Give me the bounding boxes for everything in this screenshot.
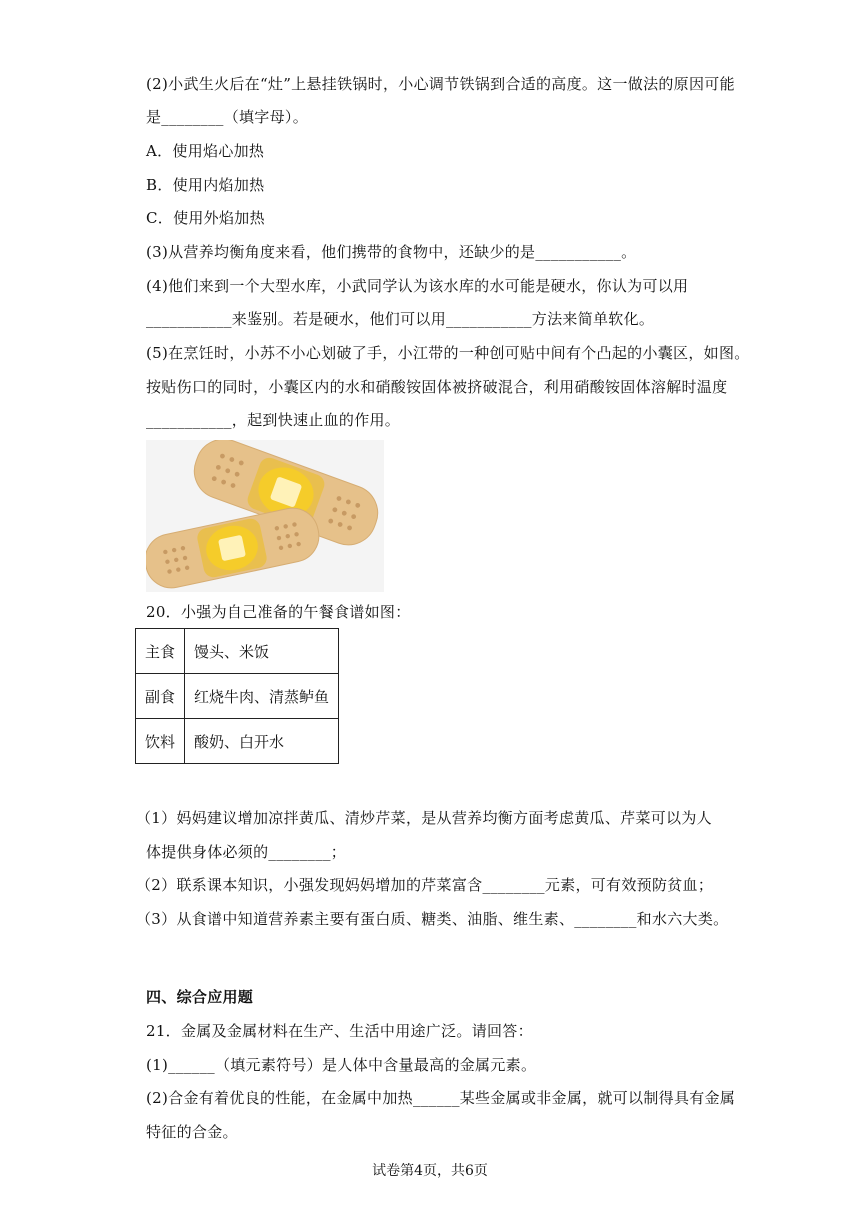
q19-part5-line2: 按贴伤口的同时，小囊区内的水和硝酸铵固体被挤破混合，利用硝酸铵固体溶解时温度 bbox=[146, 378, 728, 396]
band-aid-figure bbox=[146, 440, 384, 592]
table-cell: 主食 bbox=[136, 629, 185, 674]
q19-option-b: B．使用内焰加热 bbox=[146, 176, 265, 194]
q21-stem: 21．金属及金属材料在生产、生活中用途广泛。请回答： bbox=[146, 1022, 533, 1040]
table-row bbox=[136, 674, 339, 719]
table-cell: 酸奶、白开水 bbox=[185, 719, 339, 764]
q21-part2-line2: 特征的合金。 bbox=[146, 1123, 238, 1141]
q19-option-a: A．使用焰心加热 bbox=[146, 142, 265, 160]
q19-part3: (3)从营养均衡角度来看，他们携带的食物中，还缺少的是___________。 bbox=[146, 243, 637, 261]
q20-sub3: （3）从食谱中知道营养素主要有蛋白质、糖类、油脂、维生素、________和水六大类。 bbox=[136, 910, 729, 928]
section-title: 四、综合应用题 bbox=[146, 988, 254, 1006]
table-cell: 饮料 bbox=[136, 719, 185, 764]
table-cell: 馒头、米饭 bbox=[185, 629, 339, 674]
q19-part5-line3: ___________，起到快速止血的作用。 bbox=[146, 411, 401, 429]
q19-part2-line1: (2)小武生火后在“灶”上悬挂铁锅时，小心调节铁锅到合适的高度。这一做法的原因可能 bbox=[146, 75, 735, 93]
q19-part5-line1: (5)在烹饪时，小苏不小心划破了手，小江带的一种创可贴中间有个凸起的小囊区，如图。 bbox=[146, 344, 750, 362]
page-footer: 试卷第4页，共6页 bbox=[372, 1163, 488, 1179]
table-row bbox=[136, 719, 339, 764]
q20-sub2: （2）联系课本知识，小强发现妈妈增加的芹菜富含________元素，可有效预防贫血； bbox=[136, 876, 714, 894]
q20-stem: 20．小强为自己准备的午餐食谱如图： bbox=[146, 603, 411, 621]
band-aid-image bbox=[146, 440, 384, 592]
q19-part4-line2: ___________来鉴别。若是硬水，他们可以用___________方法来简单软化。 bbox=[146, 310, 655, 328]
q19-option-c: C．使用外焰加热 bbox=[146, 209, 265, 227]
q19-part4-line1: (4)他们来到一个大型水库，小武同学认为该水库的水可能是硬水，你认为可以用 bbox=[146, 277, 689, 295]
table-row bbox=[136, 629, 339, 674]
q20-sub1-line2: 体提供身体必须的________； bbox=[146, 843, 347, 861]
q20-sub1-line1: （1）妈妈建议增加凉拌黄瓜、清炒芹菜，是从营养均衡方面考虑黄瓜、芹菜可以为人 bbox=[136, 809, 712, 827]
menu-table bbox=[135, 628, 339, 764]
table-cell: 红烧牛肉、清蒸鲈鱼 bbox=[185, 674, 339, 719]
q19-part2-line2: 是________（填字母）。 bbox=[146, 108, 309, 126]
q21-part2-line1: (2)合金有着优良的性能，在金属中加热______某些金属或非金属，就可以制得具有金属 bbox=[146, 1089, 736, 1107]
table-cell: 副食 bbox=[136, 674, 185, 719]
q21-part1: (1)______（填元素符号）是人体中含量最高的金属元素。 bbox=[146, 1056, 537, 1074]
